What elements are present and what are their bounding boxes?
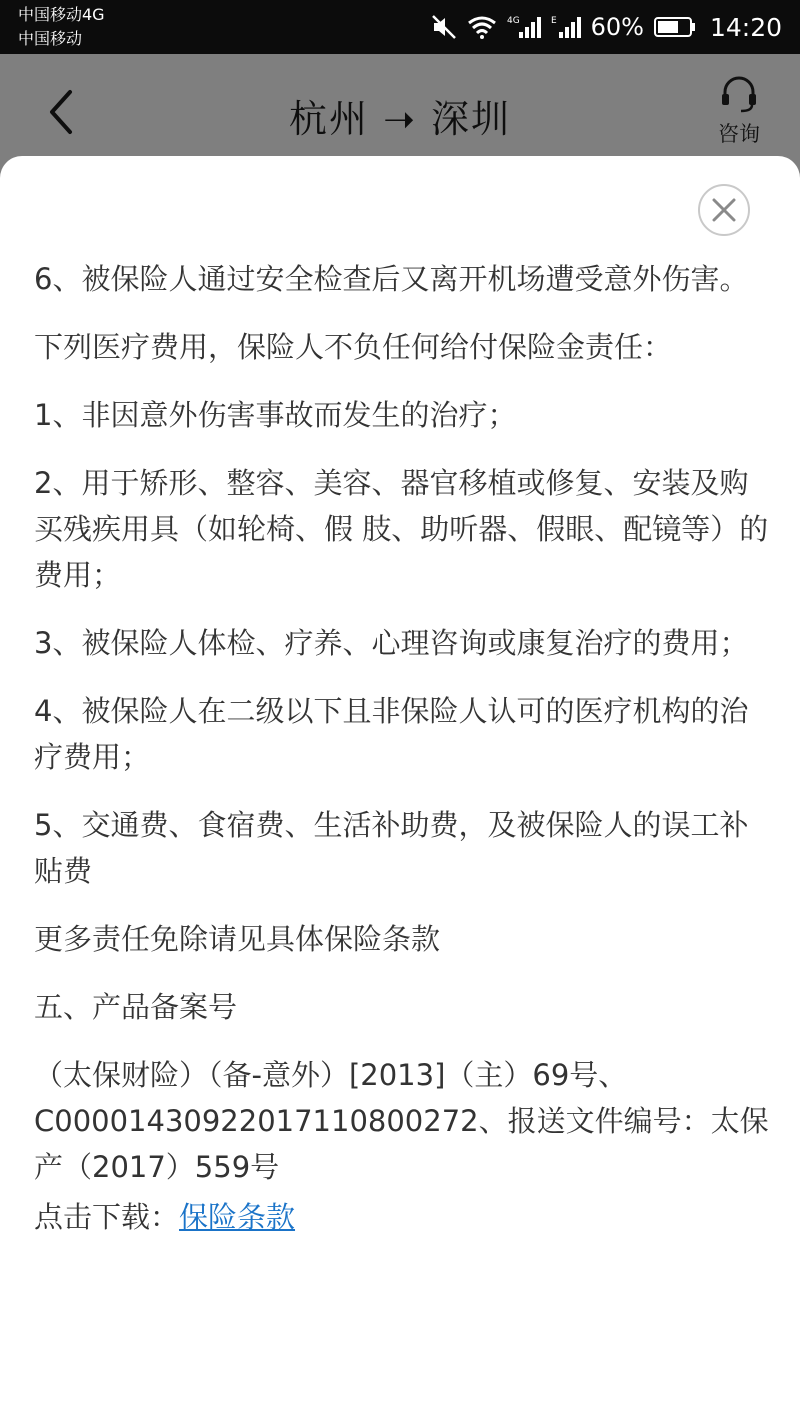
- consult-button[interactable]: [704, 76, 774, 146]
- terms-paragraph: 更多责任免除请见具体保险条款: [34, 922, 441, 956]
- svg-text:E: E: [550, 16, 557, 26]
- terms-paragraph: 6、被保险人通过安全检查后又离开机场遭受意外伤害。: [34, 262, 749, 296]
- battery-percent: 60%: [590, 13, 644, 41]
- terms-paragraph: 3、被保险人体检、疗养、心理咨询或康复治疗的费用；: [34, 626, 749, 660]
- page-title: 杭州 ➝ 深圳: [289, 97, 511, 141]
- terms-content: [34, 256, 770, 1262]
- close-icon: [712, 198, 736, 222]
- wifi-icon: [467, 15, 497, 39]
- headset-icon: [719, 76, 759, 114]
- mute-icon: [431, 14, 457, 40]
- svg-text:4G: 4G: [506, 16, 520, 26]
- download-prefix: 点击下载：: [34, 1200, 180, 1234]
- carrier-secondary: 中国移动: [18, 29, 83, 48]
- carrier-primary: 中国移动4G: [18, 5, 105, 24]
- terms-paragraph: 4、被保险人在二级以下且非保险人认可的医疗机构的治疗费用；: [34, 694, 749, 774]
- download-row: [34, 1194, 770, 1240]
- close-button[interactable]: [698, 184, 750, 236]
- terms-paragraph: 5、交通费、食宿费、生活补助费，及被保险人的误工补贴费: [34, 808, 749, 888]
- clock: 14:20: [709, 12, 782, 42]
- status-bar: [0, 0, 800, 54]
- battery-icon: [654, 16, 696, 38]
- download-terms-link[interactable]: 保险条款: [179, 1200, 296, 1234]
- consult-label: 咨询: [718, 122, 760, 146]
- terms-paragraph: 1、非因意外伤害事故而发生的治疗；: [34, 398, 517, 432]
- terms-paragraph: 下列医疗费用，保险人不负任何给付保险金责任：: [34, 330, 673, 364]
- signal-4g-icon: [507, 14, 541, 40]
- signal-e-icon: [551, 14, 581, 40]
- app-header: [0, 54, 800, 164]
- insurance-terms-sheet: [0, 156, 800, 1422]
- filing-number: （太保财险）（备-意外）[2013]（主）69号、C00001430922017110800272、报送文件编号：太保产（2017）559号: [34, 1058, 769, 1184]
- terms-paragraph: 2、用于矫形、整容、美容、器官移植或修复、安装及购买残疾用具（如轮椅、假 肢、助听器、假眼、配镜等）的费用；: [34, 466, 769, 592]
- terms-paragraph: 五、产品备案号: [34, 990, 238, 1024]
- status-right: [431, 0, 782, 54]
